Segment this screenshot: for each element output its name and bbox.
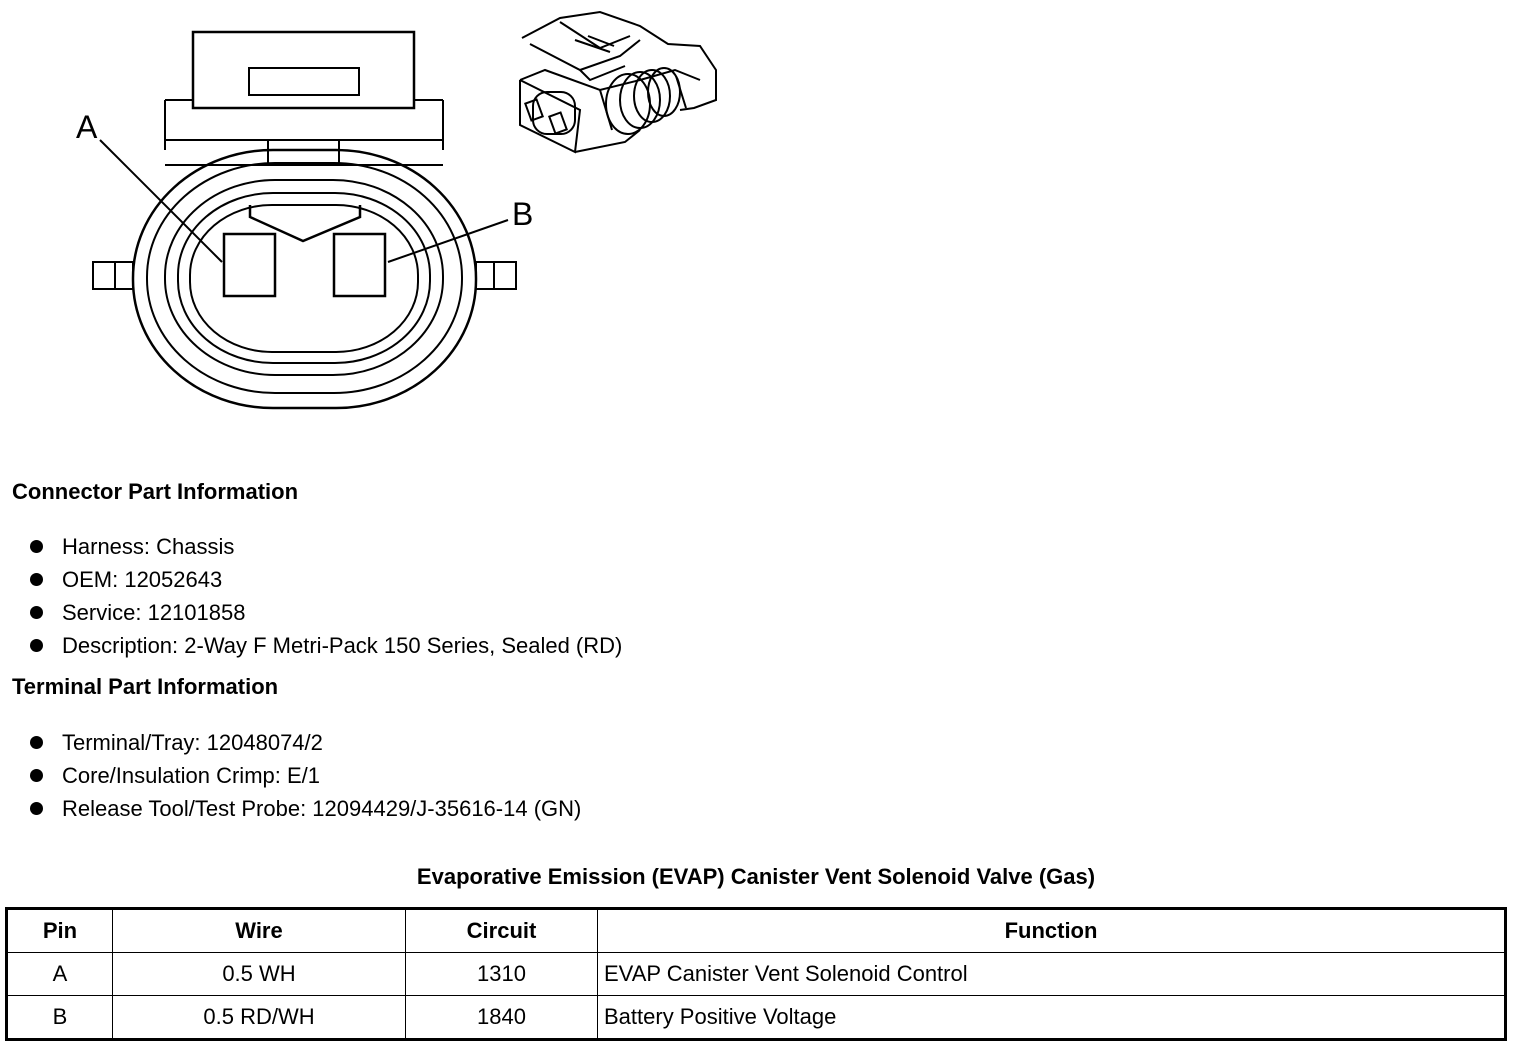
list-item (30, 726, 581, 759)
connector-info-service: Service: 12101858 (62, 599, 246, 625)
connector-info-description: Description: 2-Way F Metri-Pack 150 Series, Sealed (RD) (62, 632, 623, 658)
cell-wire: 0.5 RD/WH (113, 996, 406, 1040)
header-wire: Wire (113, 909, 406, 953)
connector-diagram (0, 0, 740, 420)
label-b: B (512, 196, 534, 232)
cell-pin: B (7, 996, 113, 1040)
bullet-icon (30, 606, 43, 619)
terminal-info-list (30, 726, 581, 825)
terminal-info-heading: Terminal Part Information (12, 674, 279, 699)
bullet-icon (30, 736, 43, 749)
list-item (30, 629, 622, 662)
bullet-icon (30, 802, 43, 815)
terminal-info-tray: Terminal/Tray: 12048074/2 (62, 729, 323, 755)
table-row (7, 953, 1506, 996)
list-item (30, 530, 622, 563)
header-pin: Pin (7, 909, 113, 953)
table-header-row (7, 909, 1506, 953)
header-circuit: Circuit (406, 909, 598, 953)
cell-circuit: 1840 (406, 996, 598, 1040)
list-item (30, 759, 581, 792)
connector-info-oem: OEM: 12052643 (62, 566, 223, 592)
bullet-icon (30, 573, 43, 586)
bullet-icon (30, 769, 43, 782)
list-item (30, 792, 581, 825)
bullet-icon (30, 639, 43, 652)
pinout-table (5, 907, 1507, 1041)
label-a: A (76, 109, 98, 145)
table-title: Evaporative Emission (EVAP) Canister Vent Solenoid Valve (Gas) (416, 864, 1096, 889)
header-function: Function (598, 909, 1506, 953)
terminal-info-release-tool: Release Tool/Test Probe: 12094429/J-35616-14 (GN) (62, 795, 582, 821)
bullet-icon (30, 540, 43, 553)
cell-function: Battery Positive Voltage (598, 996, 1506, 1040)
table-row (7, 996, 1506, 1040)
cell-wire: 0.5 WH (113, 953, 406, 996)
terminal-info-crimp: Core/Insulation Crimp: E/1 (62, 762, 320, 788)
connector-info-list (30, 530, 622, 662)
cell-circuit: 1310 (406, 953, 598, 996)
cell-function: EVAP Canister Vent Solenoid Control (598, 953, 1506, 996)
list-item (30, 563, 622, 596)
connector-info-harness: Harness: Chassis (62, 533, 235, 559)
connector-face-view (93, 32, 516, 408)
connector-isometric-view (520, 12, 716, 152)
list-item (30, 596, 622, 629)
connector-info-heading: Connector Part Information (12, 479, 299, 504)
cell-pin: A (7, 953, 113, 996)
